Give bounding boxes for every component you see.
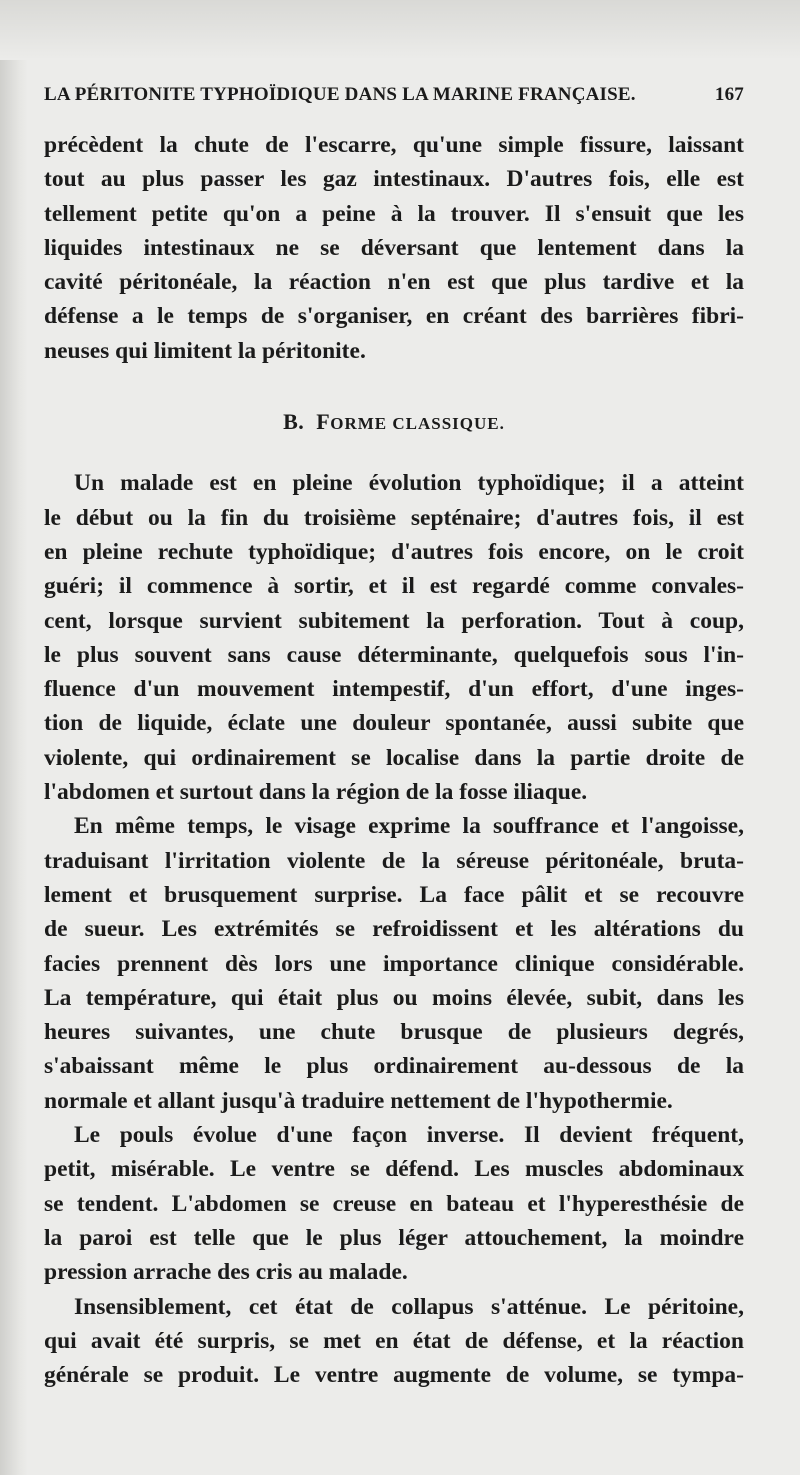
text-line: fluence d'un mouvement intempestif, d'un effort, d'une inges-	[44, 676, 744, 703]
section-title-initial: F	[316, 409, 331, 435]
text-line: facies prennent dès lors une importance clinique considérable.	[44, 950, 744, 977]
running-header	[44, 84, 744, 128]
text-line: qui avait été surpris, se met en état de défense, et la réaction	[44, 1327, 744, 1354]
paragraph-pulse	[44, 1118, 744, 1289]
text-line: petit, misérable. Le ventre se défend. Les muscles abdominaux	[44, 1156, 744, 1183]
page-number: 167	[714, 84, 744, 105]
text-line: cent, lorsque survient subitement la perforation. Tout à coup,	[44, 607, 744, 634]
text-line: s'abaissant même le plus ordinairement au-dessous de la	[44, 1053, 744, 1080]
page-content	[44, 84, 744, 1392]
top-shade	[0, 0, 800, 60]
text-line: traduisant l'irritation violente de la séreuse péritonéale, bruta-	[44, 847, 744, 874]
text-line: liquides intestinaux ne se déversant que lentement dans la	[44, 234, 744, 261]
text-line: défense a le temps de s'organiser, en créant des barrières fibri-	[44, 303, 744, 330]
section-heading	[44, 405, 744, 441]
paragraph-symptoms	[44, 809, 744, 1118]
text-line: neuses qui limitent la péritonite.	[44, 337, 366, 364]
paragraph-reaction	[44, 1290, 744, 1393]
text-line: pression arrache des cris au malade.	[44, 1259, 408, 1286]
text-line: tout au plus passer les gaz intestinaux. D'autres fois, elle est	[44, 166, 744, 193]
text-line: heures suivantes, une chute brusque de plusieurs degrés,	[44, 1019, 744, 1046]
running-title: LA PÉRITONITE TYPHOÏDIQUE DANS LA MARINE FRANÇAISE.	[44, 84, 636, 105]
paragraph-continuation	[44, 128, 744, 368]
section-letter: B.	[283, 409, 305, 435]
text-line: la paroi est telle que le plus léger attouchement, la moindre	[44, 1224, 744, 1251]
text-line: précèdent la chute de l'escarre, qu'une simple fissure, laissant	[44, 132, 744, 158]
text-line: lement et brusquement surprise. La face pâlit et se recouvre	[44, 881, 744, 908]
text-line: l'abdomen et surtout dans la région de la fosse iliaque.	[44, 779, 588, 806]
text-line: en pleine rechute typhoïdique; d'autres fois encore, on le croit	[44, 538, 744, 565]
text-line: Le pouls évolue d'une façon inverse. Il devient fréquent,	[74, 1122, 744, 1149]
page-edge-shadow	[0, 0, 28, 1475]
text-line: le début ou la fin du troisième septénaire; d'autres fois, il est	[44, 504, 744, 531]
text-line: tion de liquide, éclate une douleur spontanée, aussi subite que	[44, 710, 744, 737]
text-line: le plus souvent sans cause déterminante, quelquefois sous l'in-	[44, 641, 744, 668]
text-line: de sueur. Les extrémités se refroidissent et les altérations du	[44, 916, 744, 943]
section-title-rest: ORME CLASSIQUE.	[330, 414, 505, 434]
text-line: normale et allant jusqu'à traduire nettement de l'hypothermie.	[44, 1087, 673, 1114]
text-line: guéri; il commence à sortir, et il est regardé comme convales-	[44, 573, 744, 600]
text-line: violente, qui ordinairement se localise dans la partie droite de	[44, 744, 744, 771]
text-line: tellement petite qu'on a peine à la trouver. Il s'ensuit que les	[44, 200, 744, 227]
text-line: cavité péritonéale, la réaction n'en est que plus tardive et la	[44, 269, 744, 296]
text-line: Insensiblement, cet état de collapus s'atténue. Le péritoine,	[74, 1293, 744, 1320]
text-line: Un malade est en pleine évolution typhoïdique; il a atteint	[74, 470, 744, 497]
body-text	[44, 128, 744, 1392]
text-line: La température, qui était plus ou moins élevée, subit, dans les	[44, 984, 744, 1011]
paragraph-onset	[44, 466, 744, 809]
text-line: En même temps, le visage exprime la souffrance et l'angoisse,	[74, 813, 744, 840]
text-line: générale se produit. Le ventre augmente de volume, se tympa-	[44, 1362, 744, 1389]
text-line: se tendent. L'abdomen se creuse en bateau et l'hyperesthésie de	[44, 1190, 744, 1217]
